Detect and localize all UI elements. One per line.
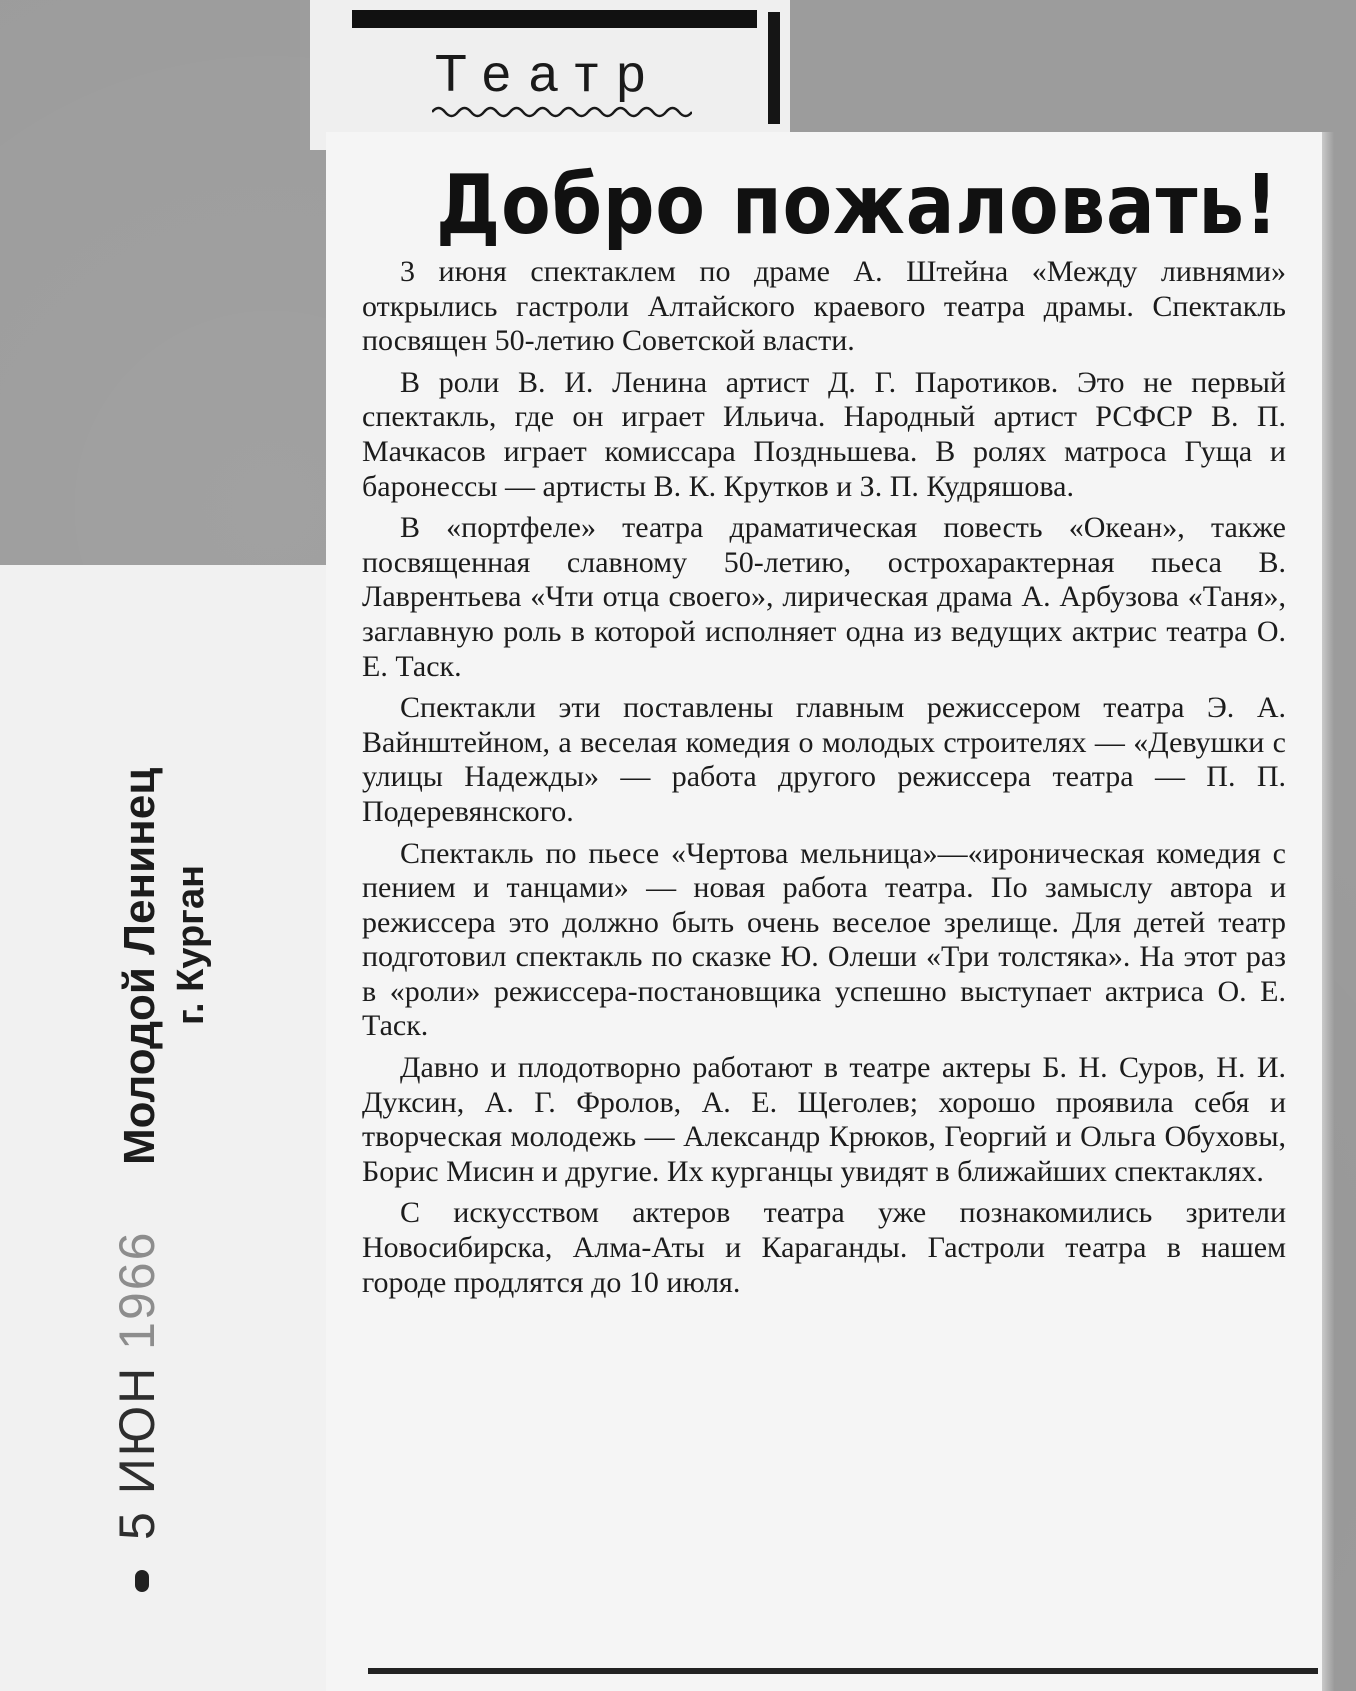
stamp-city: г. Курган — [170, 864, 212, 1025]
stamp-date-prefix: 5 ИЮН — [109, 1365, 165, 1540]
paragraph: 3 июня спектаклем по драме А. Штейна «Между ливнями» открылись гастроли Алтайского краевого театра драмы. Спектакль посвящен 50-летию Советской власти. — [362, 255, 1286, 358]
ink-dot — [135, 1570, 149, 1592]
stamp-date — [108, 1231, 166, 1540]
wavy-underline-icon — [432, 104, 692, 120]
clipping-shadow-edge — [1322, 132, 1334, 1691]
paragraph: Спектакль по пьесе «Чертова мельница»—«ироническая комедия с пением и танцами» — новая работа театра. По замыслу автора и режиссера это должно быть очень веселое зрелище. Для детей театр подготовил спектакль по сказке Ю. Олеши «Три толстяка». На этот раз в «роли» режиссера-постановщика успешно выступает актриса О. Е. Таск. — [362, 836, 1286, 1043]
header-vertical-bar — [768, 12, 780, 124]
paragraph: С искусством актеров театра уже познакомились зрители Новосибирска, Алма-Аты и Караганды. Гастроли театра в нашем городе продлятся до 10 июля. — [362, 1196, 1286, 1299]
header-top-rule — [352, 10, 757, 28]
footer-rule — [368, 1668, 1318, 1674]
article-body — [362, 255, 1286, 1307]
stamp-year: 1966 — [109, 1230, 165, 1350]
paragraph: В «портфеле» театра драматическая повесть «Океан», также посвященная славному 50-летию, острохарактерная пьеса В. Лаврентьева «Чти отца своего», лирическая драма А. Арбузова «Таня», заглавную роль в которой исполняет одна из ведущих актрис театра О. Е. Таск. — [362, 511, 1286, 683]
article-headline: Добро пожаловать! — [436, 158, 1279, 253]
paragraph: В роли В. И. Ленина артист Д. Г. Паротиков. Это не первый спектакль, где он играет Ильича. Народный артист РСФСР В. П. Мачкасов играет комиссара Поздньшева. В ролях матроса Гуща и баронессы — артисты В. К. Крутков и З. П. Кудряшова. — [362, 365, 1286, 503]
paragraph: Давно и плодотворно работают в театре актеры Б. Н. Суров, Н. И. Дуксин, А. Г. Фролов, А. Е. Щеголев; хорошо проявила себя и творческая молодежь — Александр Крюков, Георгий и Ольга Обуховы, Борис Мисин и другие. Их курганцы увидят в ближайших спектаклях. — [362, 1051, 1286, 1188]
stamp-publication: Молодой Ленинец — [115, 767, 164, 1165]
paragraph: Спектакли эти поставлены главным режиссером театра Э. А. Вайнштейном, а веселая комедия о молодых строителях — «Девушки с улицы Надежды» — работа другого режиссера театра — П. П. Подеревянского. — [362, 691, 1286, 828]
section-title: Театр — [435, 45, 664, 103]
